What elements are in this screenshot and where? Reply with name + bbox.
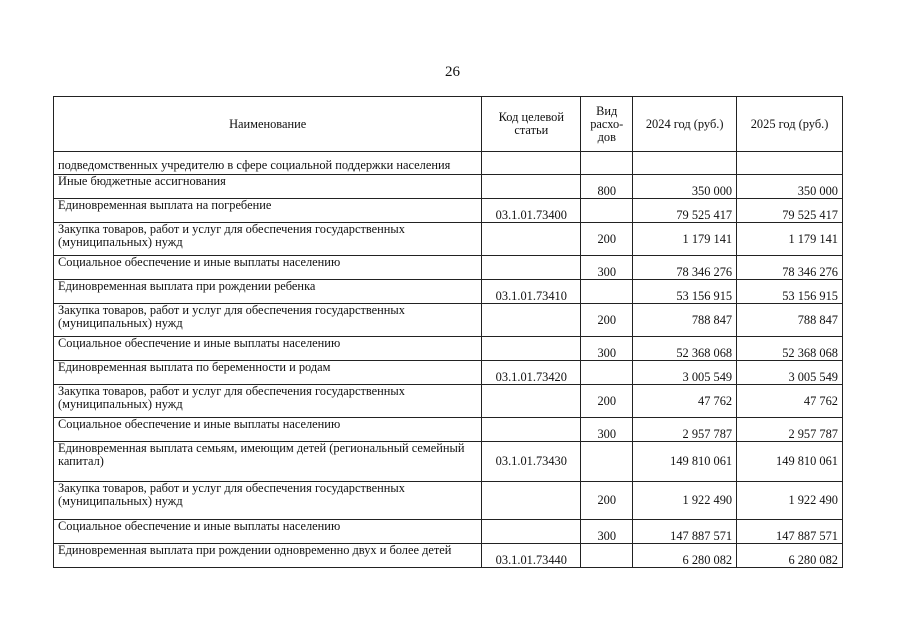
row-type: 300 xyxy=(581,418,633,442)
row-type xyxy=(581,280,633,304)
row-name: Единовременная выплата семьям, имеющим детей (региональный семейный капитал) xyxy=(54,442,482,482)
row-2025: 3 005 549 xyxy=(737,361,843,385)
row-code: 03.1.01.73440 xyxy=(482,544,581,568)
header-name: Наименование xyxy=(54,97,482,152)
row-type: 200 xyxy=(581,385,633,418)
row-type: 300 xyxy=(581,520,633,544)
row-name: Закупка товаров, работ и услуг для обеспечения государственных (муниципальных) нужд xyxy=(54,304,482,337)
table-row xyxy=(54,385,843,418)
row-name: Социальное обеспечение и иные выплаты населению xyxy=(54,337,482,361)
table-row xyxy=(54,544,843,568)
table-row xyxy=(54,152,843,175)
row-type xyxy=(581,199,633,223)
table-row xyxy=(54,442,843,482)
row-2025: 149 810 061 xyxy=(737,442,843,482)
table-body xyxy=(54,152,843,568)
row-2025: 79 525 417 xyxy=(737,199,843,223)
row-name: Закупка товаров, работ и услуг для обеспечения государственных (муниципальных) нужд xyxy=(54,482,482,520)
table-row xyxy=(54,280,843,304)
header-year-2025: 2025 год (руб.) xyxy=(737,97,843,152)
row-name: Единовременная выплата при рождении ребенка xyxy=(54,280,482,304)
row-2024: 2 957 787 xyxy=(633,418,737,442)
row-2024: 147 887 571 xyxy=(633,520,737,544)
row-2025: 788 847 xyxy=(737,304,843,337)
row-2025: 1 179 141 xyxy=(737,223,843,256)
row-type: 200 xyxy=(581,223,633,256)
header-code: Код целевой статьи xyxy=(482,97,581,152)
table-row xyxy=(54,223,843,256)
row-2025: 2 957 787 xyxy=(737,418,843,442)
table-row xyxy=(54,304,843,337)
row-2025: 53 156 915 xyxy=(737,280,843,304)
table-row xyxy=(54,482,843,520)
row-type xyxy=(581,442,633,482)
header-year-2024: 2024 год (руб.) xyxy=(633,97,737,152)
budget-table xyxy=(53,96,843,568)
row-2024: 52 368 068 xyxy=(633,337,737,361)
row-type: 200 xyxy=(581,482,633,520)
row-2024: 1 922 490 xyxy=(633,482,737,520)
row-code xyxy=(482,175,581,199)
row-code: 03.1.01.73410 xyxy=(482,280,581,304)
table-row xyxy=(54,337,843,361)
row-code xyxy=(482,152,581,175)
row-type: 200 xyxy=(581,304,633,337)
row-name: подведомственных учредителю в сфере социальной поддержки населения xyxy=(54,152,482,175)
page-number: 26 xyxy=(445,64,460,80)
header-type: Вид расхо-дов xyxy=(581,97,633,152)
row-2024: 149 810 061 xyxy=(633,442,737,482)
row-code xyxy=(482,223,581,256)
row-2024: 79 525 417 xyxy=(633,199,737,223)
table-row xyxy=(54,175,843,199)
row-2025: 147 887 571 xyxy=(737,520,843,544)
row-name: Закупка товаров, работ и услуг для обеспечения государственных (муниципальных) нужд xyxy=(54,223,482,256)
row-code xyxy=(482,482,581,520)
row-2025: 350 000 xyxy=(737,175,843,199)
row-name: Социальное обеспечение и иные выплаты населению xyxy=(54,520,482,544)
row-code xyxy=(482,256,581,280)
row-name: Единовременная выплата при рождении одновременно двух и более детей xyxy=(54,544,482,568)
row-type: 300 xyxy=(581,256,633,280)
row-name: Единовременная выплата на погребение xyxy=(54,199,482,223)
row-2025: 78 346 276 xyxy=(737,256,843,280)
row-type: 300 xyxy=(581,337,633,361)
row-2025: 1 922 490 xyxy=(737,482,843,520)
row-2025: 52 368 068 xyxy=(737,337,843,361)
row-2024: 1 179 141 xyxy=(633,223,737,256)
row-code: 03.1.01.73430 xyxy=(482,442,581,482)
row-name: Иные бюджетные ассигнования xyxy=(54,175,482,199)
table-row xyxy=(54,520,843,544)
row-code: 03.1.01.73400 xyxy=(482,199,581,223)
row-code: 03.1.01.73420 xyxy=(482,361,581,385)
row-2024 xyxy=(633,152,737,175)
row-2025: 6 280 082 xyxy=(737,544,843,568)
row-type xyxy=(581,544,633,568)
table-row xyxy=(54,256,843,280)
row-2025 xyxy=(737,152,843,175)
row-type xyxy=(581,361,633,385)
table-row xyxy=(54,199,843,223)
row-2024: 6 280 082 xyxy=(633,544,737,568)
row-code xyxy=(482,385,581,418)
row-name: Социальное обеспечение и иные выплаты населению xyxy=(54,418,482,442)
row-2024: 47 762 xyxy=(633,385,737,418)
table-row xyxy=(54,361,843,385)
row-2024: 78 346 276 xyxy=(633,256,737,280)
row-2024: 788 847 xyxy=(633,304,737,337)
row-code xyxy=(482,337,581,361)
row-code xyxy=(482,520,581,544)
row-code xyxy=(482,418,581,442)
row-2024: 3 005 549 xyxy=(633,361,737,385)
table-header xyxy=(54,97,843,152)
row-name: Единовременная выплата по беременности и родам xyxy=(54,361,482,385)
row-name: Закупка товаров, работ и услуг для обеспечения государственных (муниципальных) нужд xyxy=(54,385,482,418)
row-2024: 53 156 915 xyxy=(633,280,737,304)
row-type xyxy=(581,152,633,175)
row-code xyxy=(482,304,581,337)
row-2025: 47 762 xyxy=(737,385,843,418)
row-2024: 350 000 xyxy=(633,175,737,199)
row-type: 800 xyxy=(581,175,633,199)
row-name: Социальное обеспечение и иные выплаты населению xyxy=(54,256,482,280)
table-row xyxy=(54,418,843,442)
